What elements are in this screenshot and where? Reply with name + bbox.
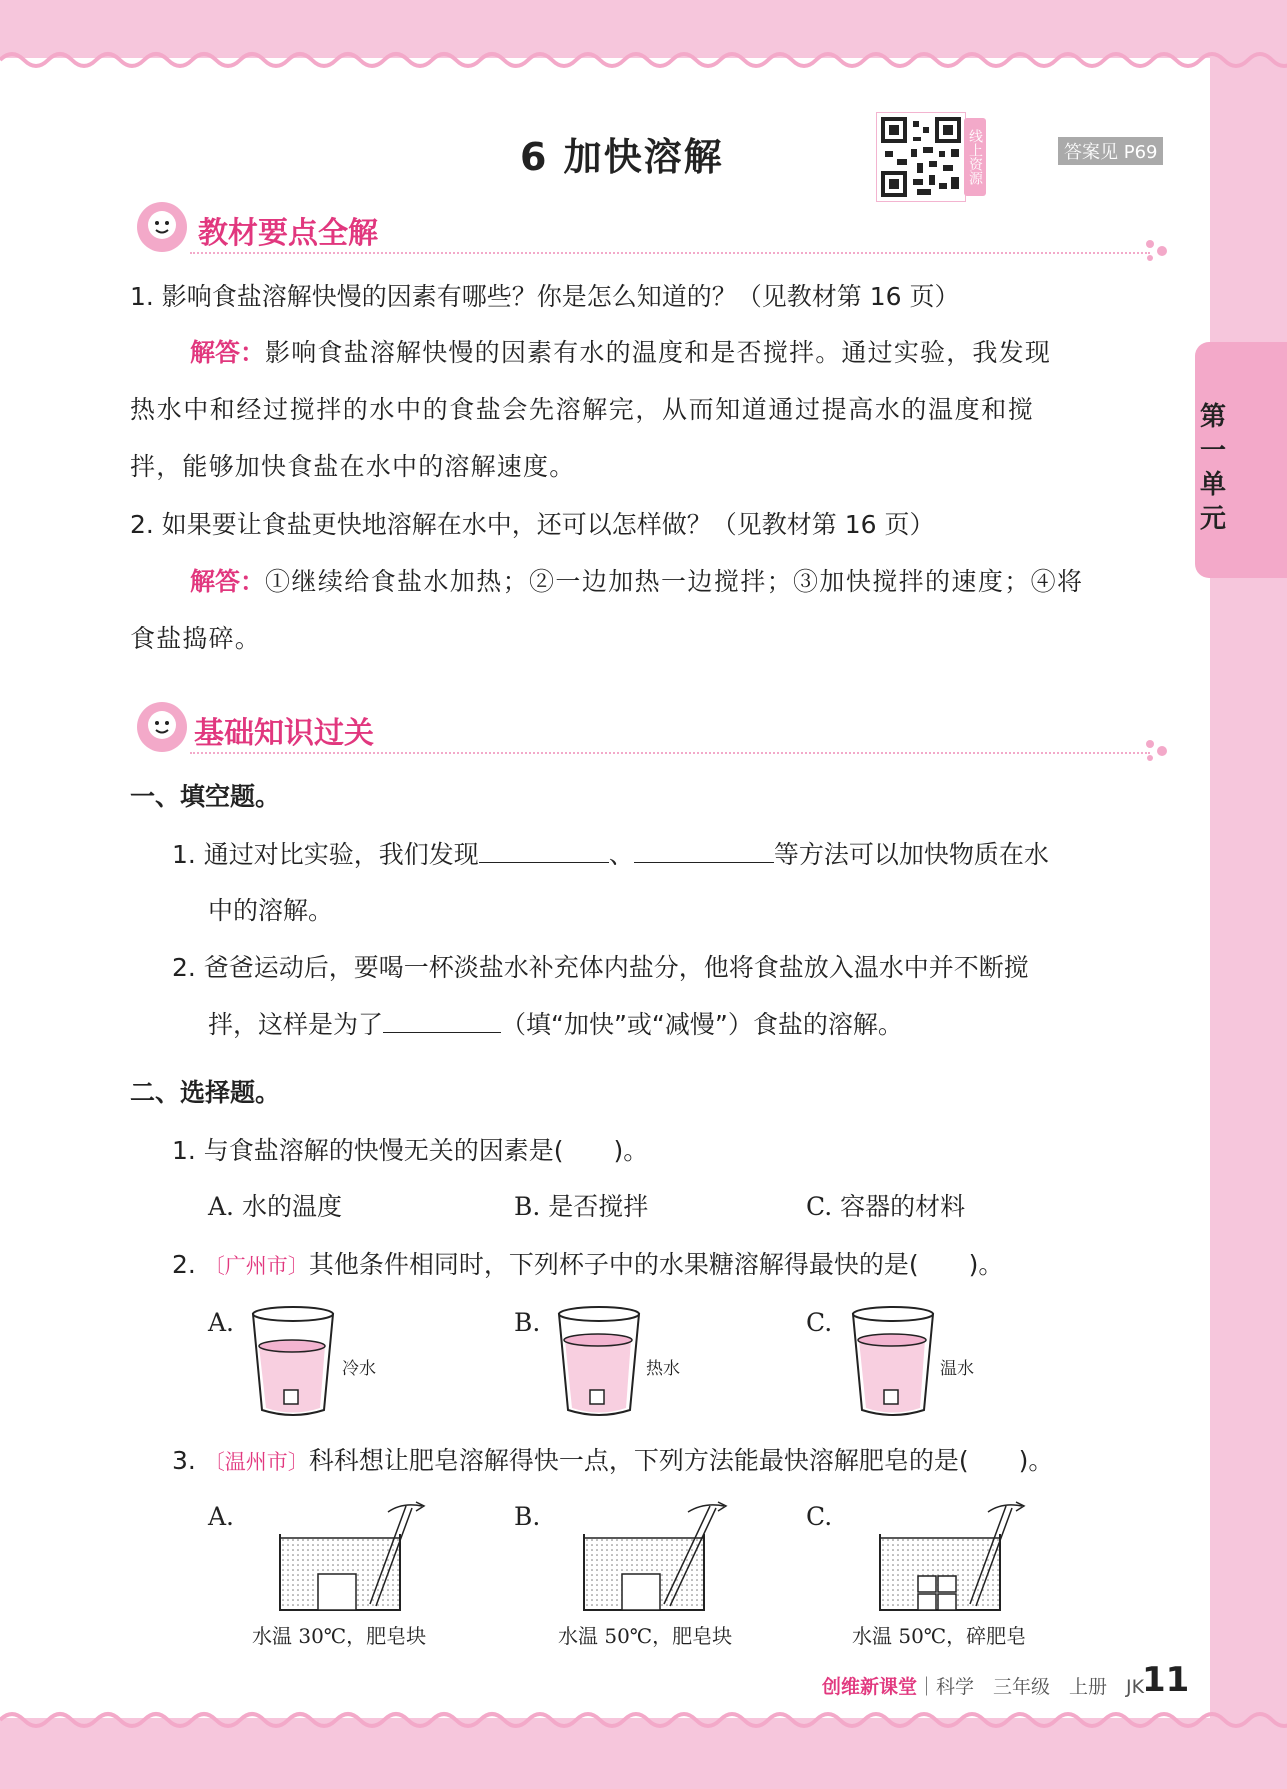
section-divider	[190, 752, 1150, 754]
answer-blank[interactable]	[634, 840, 774, 863]
unit-side-tab-label: 第一单元	[1199, 402, 1226, 534]
soap-option-a-letter[interactable]: A.	[208, 1502, 235, 1531]
cup-option-a-letter[interactable]: A.	[208, 1308, 235, 1337]
beaker-cold-water-icon	[250, 1304, 336, 1418]
fill-question-2-line-2: 拌，这样是为了 （填“加快”或“减慢”）食盐的溶解。	[208, 1010, 903, 1039]
choice-question-2: 2. 〔广州市〕其他条件相同时，下列杯子中的水果糖溶解得最快的是( )。	[172, 1250, 1004, 1279]
choice-question-3: 3. 〔温州市〕科科想让肥皂溶解得快一点，下列方法能最快溶解肥皂的是( )。	[172, 1446, 1054, 1475]
soap-option-b-letter[interactable]: B.	[514, 1502, 541, 1531]
footer-brand: 创维新课堂	[822, 1676, 918, 1698]
answer-label: 解答：	[190, 338, 266, 367]
page-number: 11	[1142, 1660, 1190, 1700]
lesson-title: 6 加快溶解	[520, 135, 724, 179]
question-1: 1. 影响食盐溶解快慢的因素有哪些？你是怎么知道的？（见教材第 16 页）	[130, 282, 960, 311]
tank-crushed-soap-50c-icon	[876, 1498, 1036, 1618]
beaker-hot-water-icon	[556, 1304, 642, 1418]
choice-option-c[interactable]: C. 容器的材料	[806, 1192, 966, 1221]
answer-blank[interactable]	[479, 840, 609, 863]
beaker-warm-water-icon	[850, 1304, 936, 1418]
answer-2-line-1: 解答：①继续给食盐水加热；②一边加热一边搅拌；③加快搅拌的速度；④将	[190, 567, 1084, 596]
cup-c-label: 温水	[940, 1359, 974, 1379]
tank-b-caption: 水温 50℃，肥皂块	[558, 1624, 733, 1648]
region-tag: 〔温州市〕	[203, 1450, 309, 1474]
qr-resource-label: 线上资源	[964, 118, 986, 196]
cup-option-c-letter[interactable]: C.	[806, 1308, 833, 1337]
region-tag: 〔广州市〕	[203, 1254, 309, 1278]
section-heading-key-points: 教材要点全解	[198, 216, 378, 251]
cup-a-label: 冷水	[342, 1359, 376, 1379]
fill-question-1-line-1: 1. 通过对比实验，我们发现 、 等方法可以加快物质在水	[172, 840, 1049, 869]
answer-1-line-1: 解答：影响食盐溶解快慢的因素有水的温度和是否搅拌。通过实验，我发现	[190, 338, 1052, 367]
tank-soap-block-30c-icon	[276, 1498, 436, 1618]
question-2: 2. 如果要让食盐更快地溶解在水中，还可以怎样做？（见教材第 16 页）	[130, 510, 935, 539]
section-divider	[190, 252, 1150, 254]
top-wavy-border	[0, 40, 1287, 80]
footer-info: 创维新课堂｜科学 三年级 上册 JK	[822, 1676, 1145, 1698]
tank-c-caption: 水温 50℃，碎肥皂	[852, 1624, 1027, 1648]
part-2-title: 二、选择题。	[130, 1078, 281, 1107]
choice-option-b[interactable]: B. 是否搅拌	[514, 1192, 649, 1221]
decor-dots-icon	[1140, 736, 1176, 766]
section-heading-basic-knowledge: 基础知识过关	[194, 716, 374, 751]
answer-reference: 答案见 P69	[1058, 137, 1163, 165]
answer-1-line-3: 拌，能够加快食盐在水中的溶解速度。	[130, 452, 576, 481]
decor-dots-icon	[1140, 236, 1176, 266]
mascot-icon	[132, 700, 192, 754]
tank-soap-block-50c-icon	[580, 1498, 740, 1618]
tank-a-caption: 水温 30℃，肥皂块	[252, 1624, 427, 1648]
answer-blank[interactable]	[383, 1010, 501, 1033]
bottom-wavy-border	[0, 1700, 1287, 1740]
cup-b-label: 热水	[646, 1359, 680, 1379]
cup-option-b-letter[interactable]: B.	[514, 1308, 541, 1337]
soap-option-c-letter[interactable]: C.	[806, 1502, 833, 1531]
choice-question-1: 1. 与食盐溶解的快慢无关的因素是( )。	[172, 1136, 649, 1165]
fill-question-2-line-1: 2. 爸爸运动后，要喝一杯淡盐水补充体内盐分，他将食盐放入温水中并不断搅	[172, 953, 1029, 982]
answer-2-line-2: 食盐捣碎。	[130, 624, 262, 653]
part-1-title: 一、填空题。	[130, 782, 281, 811]
choice-option-a[interactable]: A. 水的温度	[208, 1192, 342, 1221]
mascot-icon	[132, 200, 192, 254]
fill-question-1-line-2: 中的溶解。	[208, 896, 334, 925]
answer-label: 解答：	[190, 567, 266, 596]
qr-code-icon[interactable]	[876, 112, 966, 202]
answer-1-line-2: 热水中和经过搅拌的水中的食盐会先溶解完，从而知道通过提高水的温度和搅	[130, 395, 1035, 424]
